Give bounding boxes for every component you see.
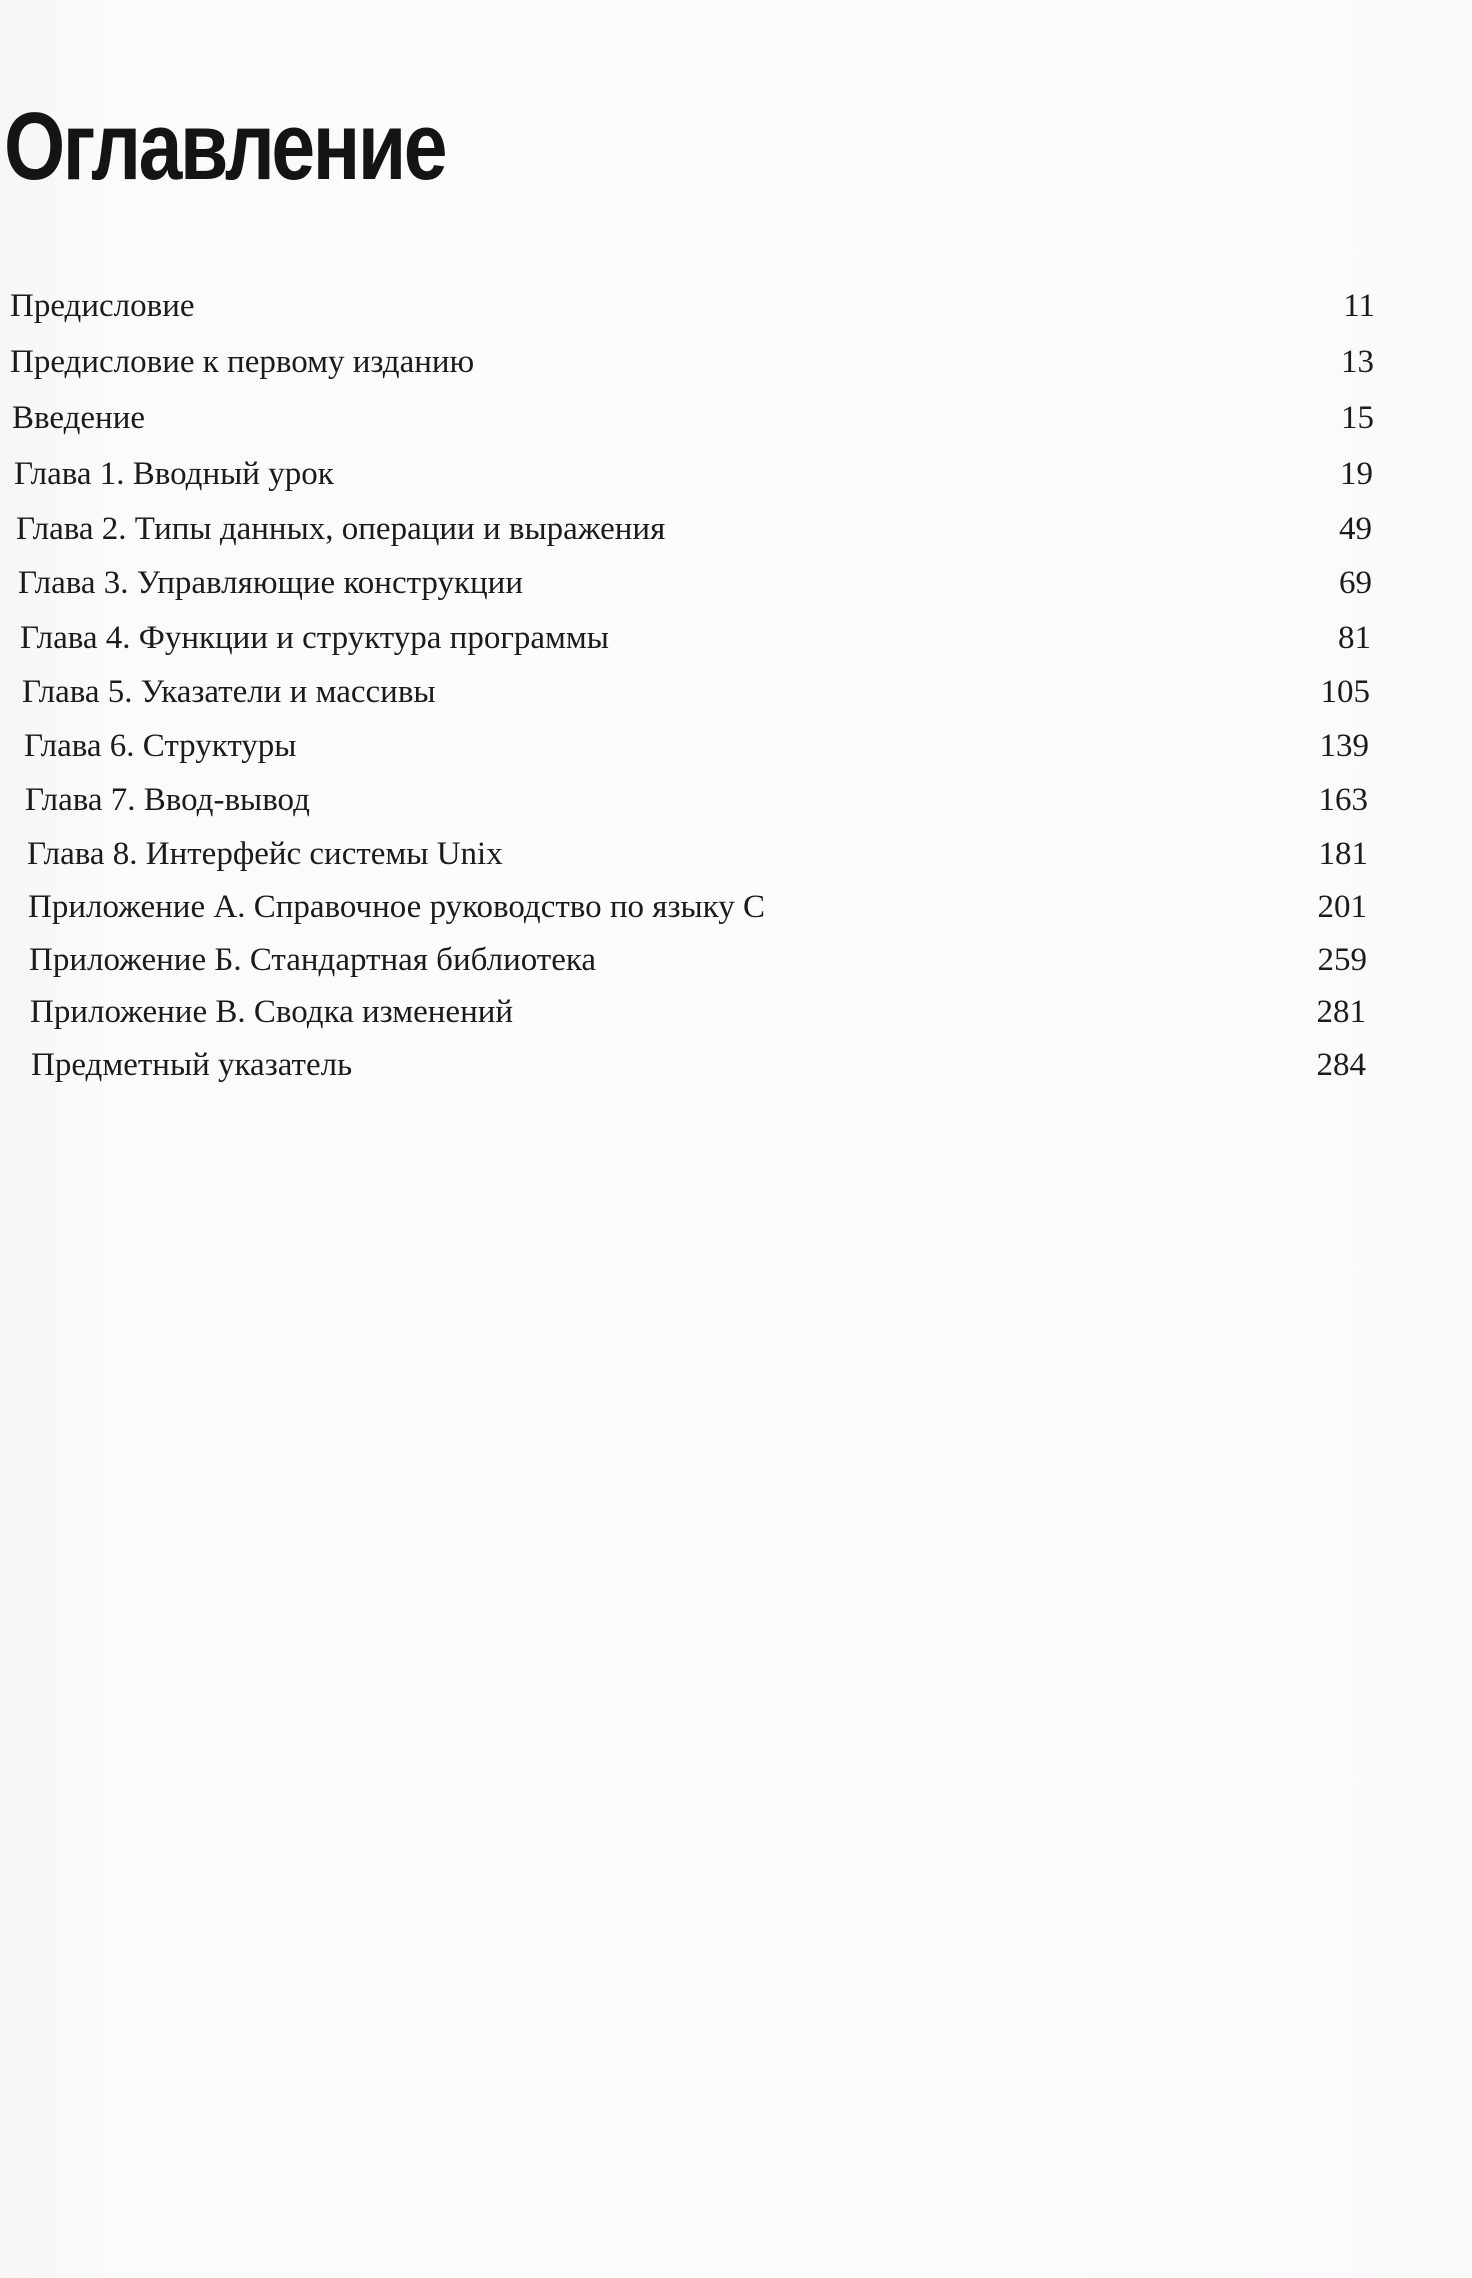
toc-entry-page: 19 (1340, 456, 1373, 492)
toc-entry-label: Приложение Б. Стандартная библиотека (29, 942, 597, 978)
toc-entry-label: Глава 1. Вводный урок (14, 456, 334, 492)
toc-entry-page: 139 (1319, 728, 1369, 764)
toc-entry-page: 163 (1318, 782, 1368, 818)
toc-entry-page: 105 (1320, 674, 1370, 710)
page-title: Оглавление (4, 93, 446, 200)
toc-entry-label: Предметный указатель (31, 1047, 353, 1083)
toc-entry-label: Приложение В. Сводка изменений (30, 994, 514, 1030)
toc-entry-page: 81 (1338, 620, 1371, 656)
bleed-through (620, 1120, 628, 1156)
toc-entry-page: 281 (1316, 994, 1366, 1030)
toc-entry-label: Введение (12, 400, 146, 436)
toc-entry-label: Глава 5. Указатели и массивы (22, 674, 436, 710)
toc-entry-label: Глава 2. Типы данных, операции и выражения (16, 511, 666, 547)
toc-entry-page: 13 (1341, 344, 1374, 380)
toc-entry-page: 49 (1339, 511, 1372, 547)
toc-entry-page: 201 (1317, 889, 1367, 925)
toc-entry-page: 11 (1343, 288, 1375, 324)
toc-entry-page: 259 (1317, 942, 1367, 978)
toc-entry-label: Глава 3. Управляющие конструкции (18, 565, 524, 601)
toc-entry-page: 181 (1318, 836, 1368, 872)
toc-entry-label: Глава 7. Ввод-вывод (25, 782, 310, 818)
toc-entry-label: Предисловие (10, 288, 195, 324)
toc-entry-label: Приложение А. Справочное руководство по языку С (28, 889, 765, 925)
toc-entry-page: 284 (1316, 1047, 1366, 1083)
toc-entry-page: 15 (1341, 400, 1374, 436)
toc-entry-label: Глава 6. Структуры (24, 728, 297, 764)
toc-entry-label: Предисловие к первому изданию (10, 344, 475, 380)
toc-entry-label: Глава 8. Интерфейс системы Unix (27, 836, 503, 872)
toc-entry-label: Глава 4. Функции и структура программы (20, 620, 609, 656)
toc-entry-page: 69 (1339, 565, 1372, 601)
